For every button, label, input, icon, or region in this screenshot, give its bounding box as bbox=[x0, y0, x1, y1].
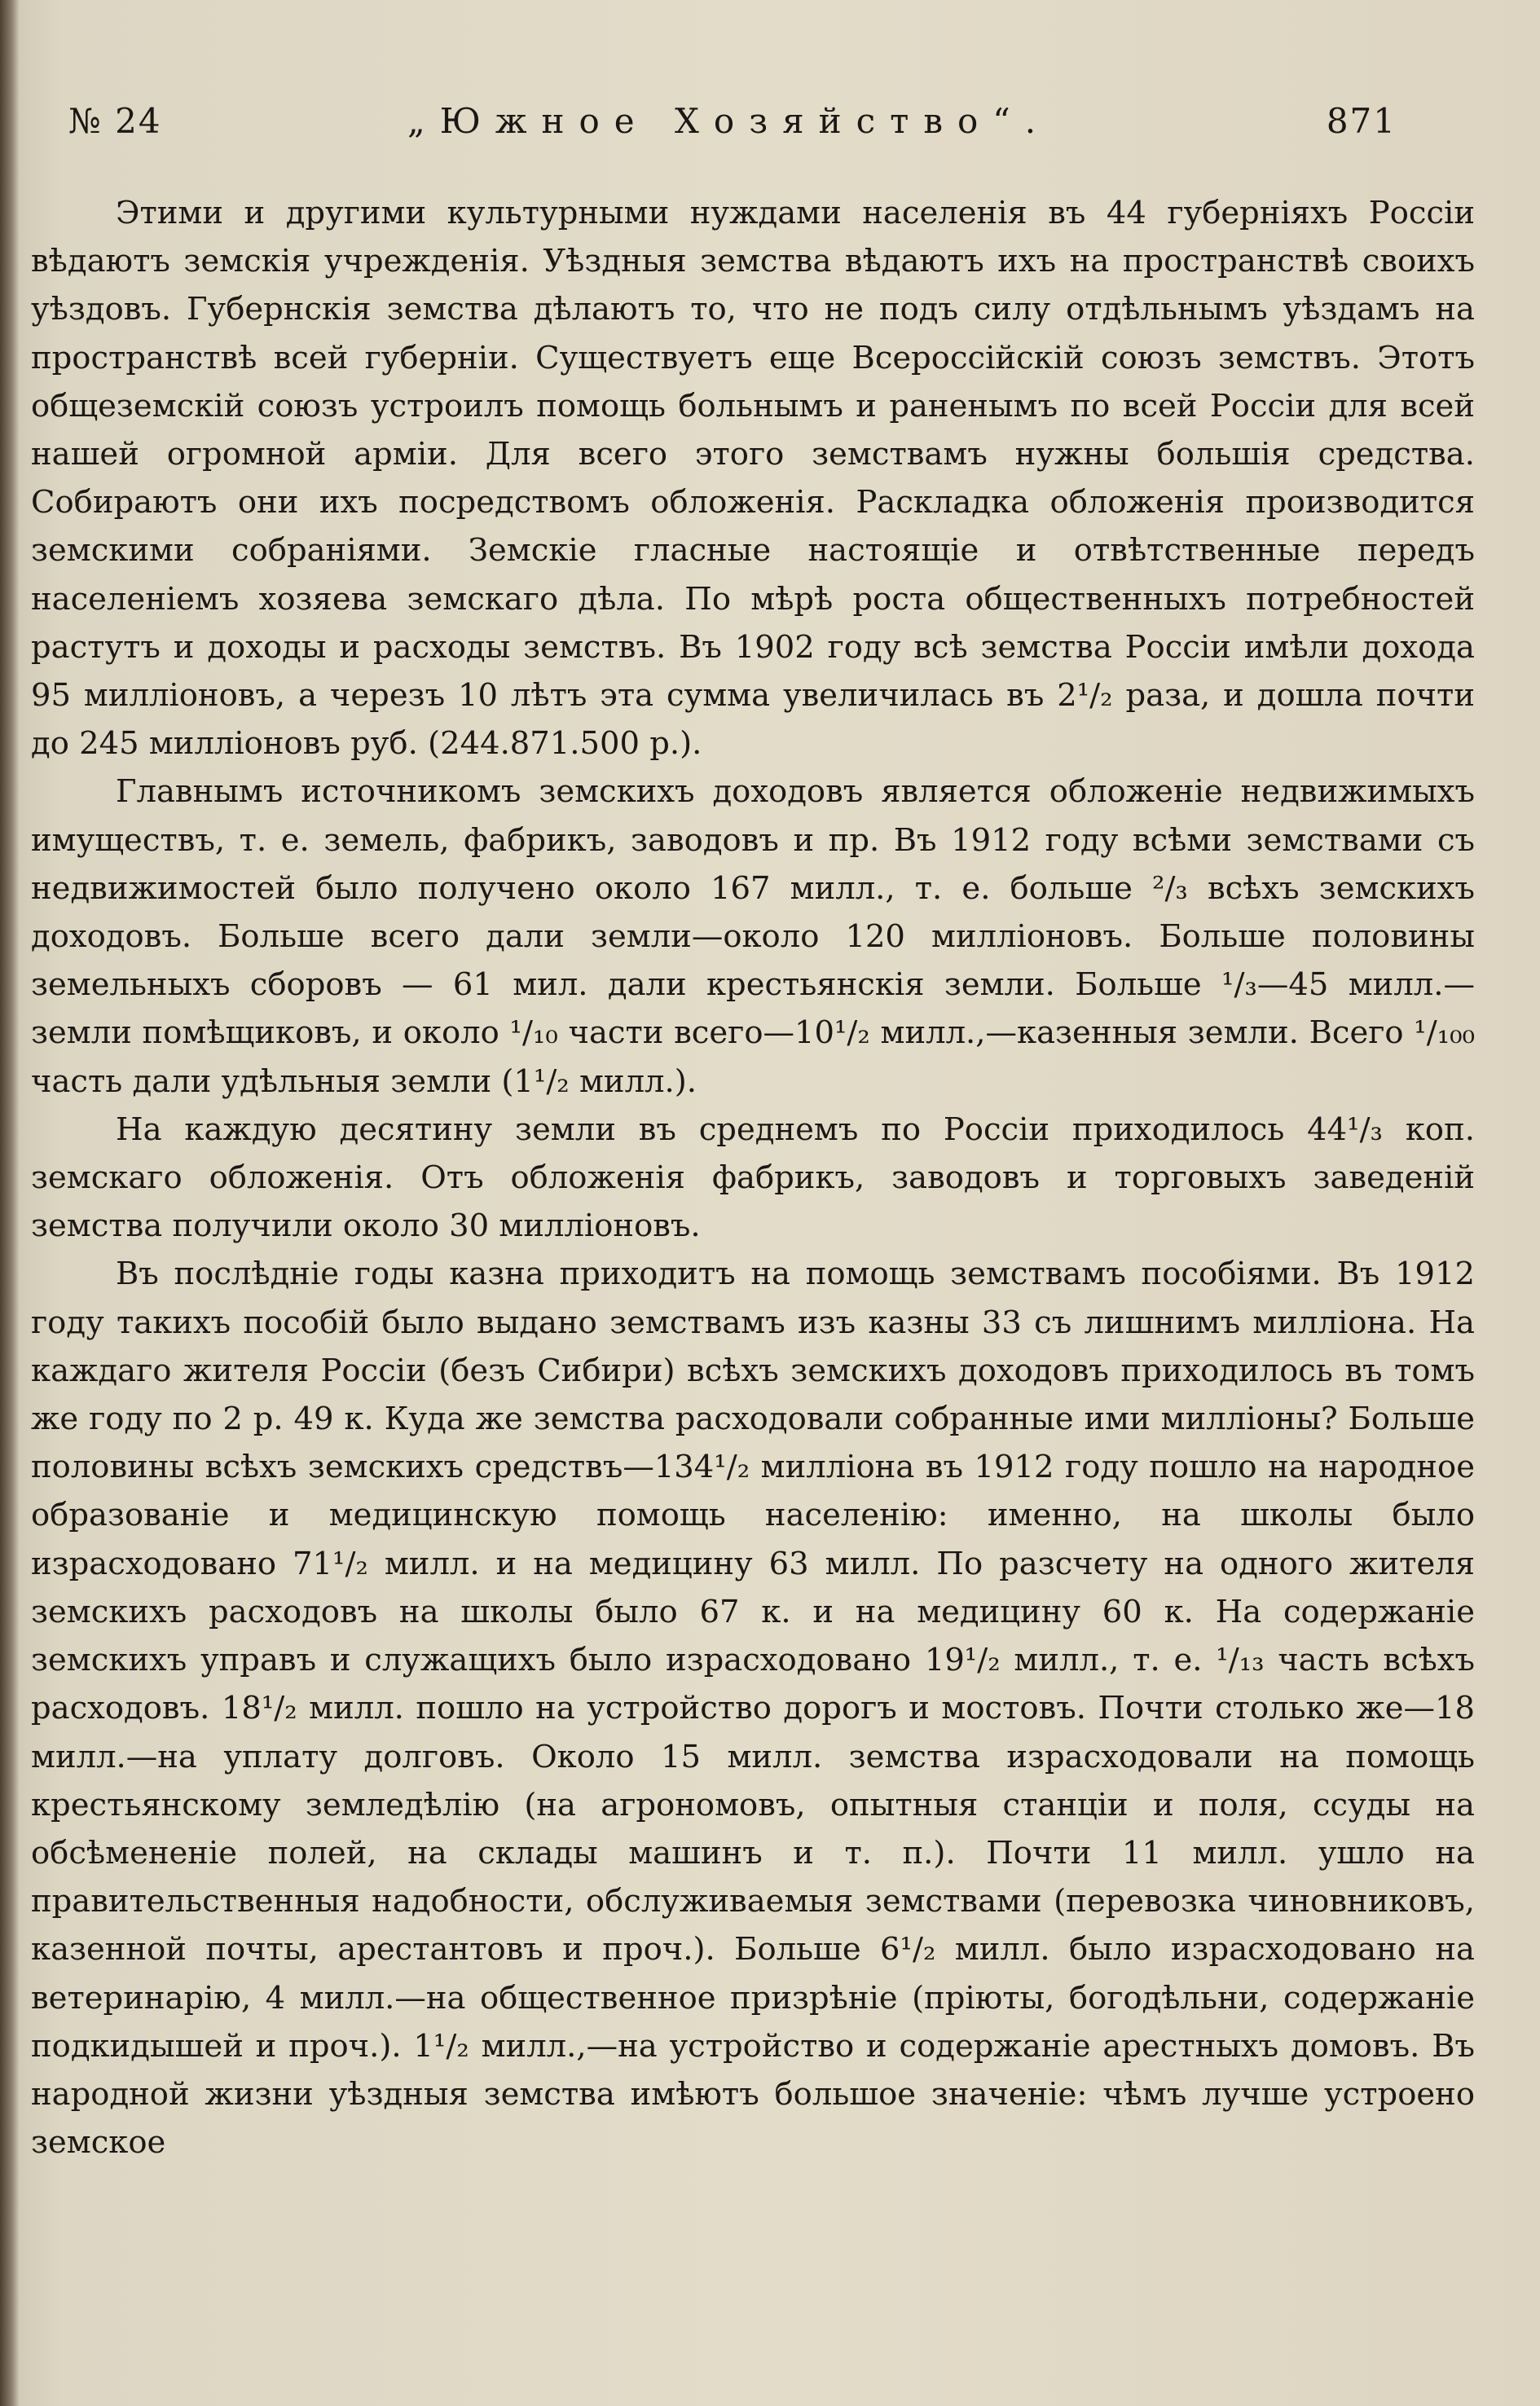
paragraph-3: На каждую десятину земли въ среднемъ по Россіи приходилось 44¹/₃ коп. земскаго обложенія. Отъ обложенія фабрикъ, заводовъ и торговыхъ заведеній земства получили около 30 милліоновъ. bbox=[31, 1111, 1475, 1245]
paragraph-2: Главнымъ источникомъ земскихъ доходовъ является обложеніе недвижимыхъ имуществъ, т. е. земель, фабрикъ, заводовъ и пр. Въ 1912 году всѣми земствами съ недвижимостей было получено около 167 милл., т. е. больше ²/₃ всѣхъ земскихъ доходовъ. Больше всего дали земли—около 120 милліоновъ. Больше половины земельныхъ сборовъ — 61 мил. дали крестьянскія земли. Больше ¹/₃—45 милл.—земли помѣщиковъ, и около ¹/₁₀ части всего—10¹/₂ милл.,—казенныя земли. Всего ¹/₁₀₀ часть дали удѣльныя земли (1¹/₂ милл.). bbox=[31, 773, 1475, 1100]
paragraph-1: Этими и другими культурными нуждами населенія въ 44 губерніяхъ Россіи вѣдаютъ земскія учрежденія. Уѣздныя земства вѣдаютъ ихъ на пространствѣ своихъ уѣздовъ. Губернскія земства дѣлаютъ то, что не подъ силу отдѣльнымъ уѣздамъ на пространствѣ всей губерніи. Существуетъ еще Всероссійскій союзъ земствъ. Этотъ общеземскій союзъ устроилъ помощь больнымъ и раненымъ по всей Россіи для всей нашей огромной арміи. Для всего этого земствамъ нужны большія средства. Собираютъ они ихъ посредствомъ обложенія. Раскладка обложенія производится земскими собраніями. Земскіе гласные настоящіе и отвѣтственные передъ населеніемъ хозяева земскаго дѣла. По мѣрѣ роста общественныхъ потребностей растутъ и доходы и расходы земствъ. Въ 1902 году всѣ земства Россіи имѣли дохода 95 милліоновъ, а черезъ 10 лѣтъ эта сумма увеличилась въ 2¹/₂ раза, и дошла почти до 245 милліоновъ руб. (244.871.500 р.). bbox=[31, 195, 1475, 763]
running-header bbox=[68, 93, 1397, 150]
article-body bbox=[31, 189, 1475, 2166]
journal-title: „Южное Хозяйство“. bbox=[407, 101, 1051, 141]
page-number: 871 bbox=[1326, 101, 1397, 141]
issue-number: № 24 bbox=[68, 101, 162, 141]
paragraph-4: Въ послѣдніе годы казна приходитъ на помощь земствамъ пособіями. Въ 1912 году такихъ пособій было выдано земствамъ изъ казны 33 съ лишнимъ милліона. На каждаго жителя Россіи (безъ Сибири) всѣхъ земскихъ доходовъ приходилось въ томъ же году по 2 р. 49 к. Куда же земства расходовали собранные ими милліоны? Больше половины всѣхъ земскихъ средствъ—134¹/₂ милліона въ 1912 году пошло на народное образованіе и медицинскую помощь населенію: именно, на школы было израсходовано 71¹/₂ милл. и на медицину 63 милл. По разсчету на одного жителя земскихъ расходовъ на школы было 67 к. и на медицину 60 к. На содержаніе земскихъ управъ и служащихъ было израсходовано 19¹/₂ милл., т. е. ¹/₁₃ часть всѣхъ расходовъ. 18¹/₂ милл. пошло на устройство дорогъ и мостовъ. Почти столько же—18 милл.—на уплату долговъ. Около 15 милл. земства израсходовали на помощь крестьянскому земледѣлію (на агрономовъ, опытныя станціи и поля, ссуды на обсѣмененіе полей, на склады машинъ и т. п.). Почти 11 милл. ушло на правительственныя надобности, обслуживаемыя земствами (перевозка чиновниковъ, казенной почты, арестантовъ и проч.). Больше 6¹/₂ милл. было израсходовано на ветеринарію, 4 милл.—на общественное призрѣніе (пріюты, богодѣльни, содержаніе подкидышей и проч.). 1¹/₂ милл.,—на устройство и содержаніе арестныхъ домовъ. Въ народной жизни уѣздныя земства имѣютъ большое значеніе: чѣмъ лучше устроено земское bbox=[31, 1256, 1475, 2162]
